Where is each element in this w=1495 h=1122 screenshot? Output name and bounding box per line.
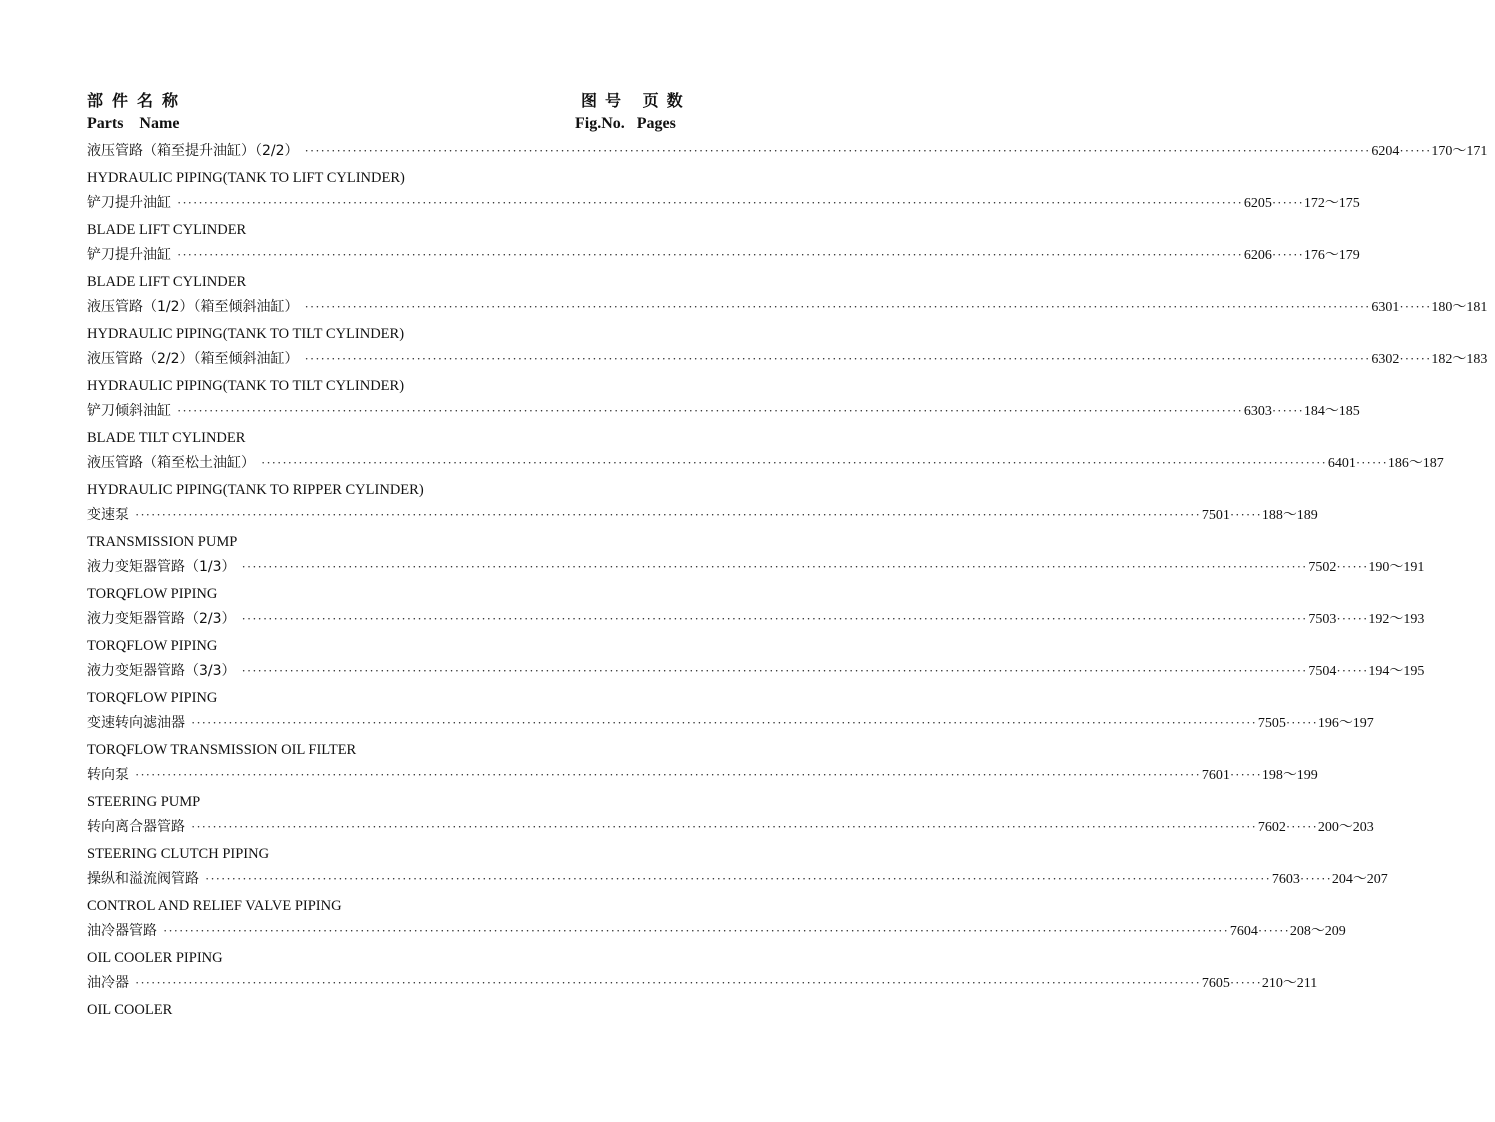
- entry-fig-no: 7505: [1257, 716, 1286, 731]
- entry-pages: 210～211: [1261, 976, 1318, 991]
- entry-chinese-line: [87, 660, 1425, 686]
- entry-chinese-line: [87, 452, 1444, 478]
- dot-leader: ········································································································································································································: [135, 507, 1201, 522]
- dot-leader-short: ······: [1285, 819, 1318, 834]
- header-fig-pages-en: Fig.No. Pages: [575, 115, 676, 132]
- dot-leader-short: ······: [1229, 767, 1262, 782]
- entry-name-cn: 铲刀提升油缸: [87, 195, 171, 211]
- dot-leader-short: ······: [1271, 247, 1304, 262]
- dot-leader-short: ······: [1336, 611, 1369, 626]
- dot-leader: ········································································································································································································: [304, 143, 1371, 158]
- list-item: [87, 556, 1425, 608]
- entry-name-en: TORQFLOW PIPING: [87, 690, 218, 706]
- entry-name-en: BLADE TILT CYLINDER: [87, 430, 246, 446]
- list-item: [87, 348, 1488, 400]
- entry-pages: 192～193: [1368, 612, 1425, 627]
- entry-chinese-line: [87, 244, 1360, 270]
- entry-name-en: HYDRAULIC PIPING(TANK TO TILT CYLINDER): [87, 326, 405, 342]
- entry-pages: 188～189: [1261, 508, 1318, 523]
- entry-chinese-line: [87, 348, 1488, 374]
- entry-pages: 180～181: [1431, 300, 1488, 315]
- list-item: [87, 504, 1318, 556]
- list-item: [87, 972, 1318, 1024]
- dot-leader: ········································································································································································································: [191, 819, 1257, 834]
- entries-list: [87, 140, 1488, 1024]
- dot-leader-short: ······: [1299, 871, 1332, 886]
- entry-chinese-line: [87, 556, 1425, 582]
- dot-leader: ········································································································································································································: [241, 611, 1308, 626]
- entry-pages: 182～183: [1431, 352, 1488, 367]
- entry-name-en: TORQFLOW PIPING: [87, 586, 218, 602]
- entry-pages: 184～185: [1303, 404, 1360, 419]
- dot-leader: ········································································································································································································: [241, 663, 1308, 678]
- entry-chinese-line: [87, 920, 1346, 946]
- header-chinese: [87, 88, 711, 114]
- dot-leader-short: ······: [1271, 403, 1304, 418]
- entry-fig-no: 7604: [1229, 924, 1258, 939]
- list-item: [87, 452, 1444, 504]
- entry-chinese-line: [87, 868, 1388, 894]
- dot-leader-short: ······: [1399, 143, 1432, 158]
- list-item: [87, 400, 1360, 452]
- entry-fig-no: 7502: [1308, 560, 1337, 575]
- entry-chinese-line: [87, 296, 1488, 322]
- list-item: [87, 244, 1360, 296]
- header-parts-name-en: Parts Name: [87, 115, 180, 132]
- entry-chinese-line: [87, 504, 1318, 530]
- entry-fig-no: 7501: [1201, 508, 1230, 523]
- entry-pages: 176～179: [1303, 248, 1360, 263]
- entry-name-cn: 油冷器管路: [87, 923, 157, 939]
- dot-leader: ········································································································································································································: [304, 299, 1371, 314]
- dot-leader: ········································································································································································································: [177, 403, 1243, 418]
- entry-fig-no: 7602: [1257, 820, 1286, 835]
- entry-name-en: HYDRAULIC PIPING(TANK TO RIPPER CYLINDER): [87, 482, 424, 498]
- entry-name-en: STEERING PUMP: [87, 794, 201, 810]
- entry-name-en: TORQFLOW PIPING: [87, 638, 218, 654]
- entry-name-en: HYDRAULIC PIPING(TANK TO LIFT CYLINDER): [87, 170, 405, 186]
- dot-leader: ········································································································································································································: [205, 871, 1271, 886]
- entry-fig-no: 6205: [1243, 196, 1272, 211]
- entry-chinese-line: [87, 972, 1318, 998]
- entry-pages: 170～171: [1431, 144, 1488, 159]
- entry-name-cn: 液力变矩器管路（1/3）: [87, 559, 236, 575]
- entry-name-cn: 转向离合器管路: [87, 819, 185, 835]
- entry-pages: 208～209: [1289, 924, 1346, 939]
- entry-name-cn: 液压管路（1/2）（箱至倾斜油缸）: [87, 299, 299, 315]
- entry-name-cn: 变速转向滤油器: [87, 715, 185, 731]
- entry-name-cn: 液压管路（箱至松土油缸）: [87, 455, 255, 471]
- entry-pages: 196～197: [1317, 716, 1374, 731]
- entry-fig-no: 7503: [1308, 612, 1337, 627]
- entry-fig-no: 7504: [1308, 664, 1337, 679]
- entry-name-cn: 液压管路（2/2）（箱至倾斜油缸）: [87, 351, 299, 367]
- entry-name-cn: 铲刀提升油缸: [87, 247, 171, 263]
- entry-fig-no: 7601: [1201, 768, 1230, 783]
- entry-name-cn: 操纵和溢流阀管路: [87, 871, 199, 887]
- entry-name-en: BLADE LIFT CYLINDER: [87, 222, 247, 238]
- entry-pages: 204～207: [1331, 872, 1388, 887]
- dot-leader: ········································································································································································································: [163, 923, 1229, 938]
- entry-chinese-line: [87, 192, 1360, 218]
- entry-name-cn: 转向泵: [87, 767, 129, 783]
- dot-leader: ········································································································································································································: [261, 455, 1327, 470]
- entry-name-cn: 液压管路（箱至提升油缸）（2/2）: [87, 143, 299, 159]
- dot-leader: ········································································································································································································: [191, 715, 1257, 730]
- list-item: [87, 192, 1360, 244]
- list-item: [87, 712, 1374, 764]
- entry-name-en: STEERING CLUTCH PIPING: [87, 846, 270, 862]
- dot-leader-short: ······: [1336, 559, 1369, 574]
- entry-name-en: CONTROL AND RELIEF VALVE PIPING: [87, 898, 342, 914]
- dot-leader: ········································································································································································································: [304, 351, 1371, 366]
- dot-leader: ········································································································································································································: [241, 559, 1308, 574]
- entry-fig-no: 7605: [1201, 976, 1230, 991]
- list-item: [87, 660, 1425, 712]
- header-parts-name-cn: 部件名称: [87, 91, 188, 110]
- entry-pages: 194～195: [1368, 664, 1425, 679]
- entry-fig-no: 6301: [1371, 300, 1400, 315]
- dot-leader-short: ······: [1285, 715, 1318, 730]
- dot-leader-short: ······: [1229, 507, 1262, 522]
- entry-name-cn: 液力变矩器管路（3/3）: [87, 663, 236, 679]
- entry-name-en: OIL COOLER: [87, 1002, 173, 1018]
- entry-chinese-line: [87, 400, 1360, 426]
- header-fig-pages-cn: 图号 页数: [581, 91, 691, 110]
- list-item: [87, 920, 1346, 972]
- dot-leader-short: ······: [1399, 299, 1432, 314]
- dot-leader: ········································································································································································································: [135, 975, 1201, 990]
- dot-leader: ········································································································································································································: [135, 767, 1201, 782]
- header-english: [87, 114, 711, 140]
- dot-leader-short: ······: [1257, 923, 1290, 938]
- dot-leader-short: ······: [1399, 351, 1432, 366]
- entry-fig-no: 6204: [1371, 144, 1400, 159]
- dot-leader: ········································································································································································································: [177, 195, 1243, 210]
- entry-name-cn: 铲刀倾斜油缸: [87, 403, 171, 419]
- entry-name-cn: 变速泵: [87, 507, 129, 523]
- list-item: [87, 140, 1488, 192]
- entry-pages: 186～187: [1387, 456, 1444, 471]
- entry-pages: 198～199: [1261, 768, 1318, 783]
- entry-name-en: TORQFLOW TRANSMISSION OIL FILTER: [87, 742, 357, 758]
- list-item: [87, 868, 1388, 920]
- entry-fig-no: 6303: [1243, 404, 1272, 419]
- entry-chinese-line: [87, 764, 1318, 790]
- entry-name-en: BLADE LIFT CYLINDER: [87, 274, 247, 290]
- dot-leader-short: ······: [1229, 975, 1262, 990]
- entry-chinese-line: [87, 140, 1488, 166]
- entry-name-en: TRANSMISSION PUMP: [87, 534, 238, 550]
- entry-chinese-line: [87, 712, 1374, 738]
- entry-pages: 172～175: [1303, 196, 1360, 211]
- entry-fig-no: 6302: [1371, 352, 1400, 367]
- entry-name-en: HYDRAULIC PIPING(TANK TO TILT CYLINDER): [87, 378, 405, 394]
- entry-name-en: OIL COOLER PIPING: [87, 950, 223, 966]
- entry-chinese-line: [87, 816, 1374, 842]
- dot-leader-short: ······: [1336, 663, 1369, 678]
- dot-leader: ········································································································································································································: [177, 247, 1243, 262]
- dot-leader-short: ······: [1355, 455, 1388, 470]
- list-item: [87, 764, 1318, 816]
- list-item: [87, 816, 1374, 868]
- entry-pages: 200～203: [1317, 820, 1374, 835]
- parts-index-page: [87, 88, 1488, 1024]
- entry-chinese-line: [87, 608, 1425, 634]
- entry-fig-no: 6206: [1243, 248, 1272, 263]
- entry-pages: 190～191: [1368, 560, 1425, 575]
- dot-leader-short: ······: [1271, 195, 1304, 210]
- entry-name-cn: 油冷器: [87, 975, 129, 991]
- entry-name-cn: 液力变矩器管路（2/3）: [87, 611, 236, 627]
- entry-fig-no: 7603: [1271, 872, 1300, 887]
- list-item: [87, 608, 1425, 660]
- list-item: [87, 296, 1488, 348]
- entry-fig-no: 6401: [1327, 456, 1356, 471]
